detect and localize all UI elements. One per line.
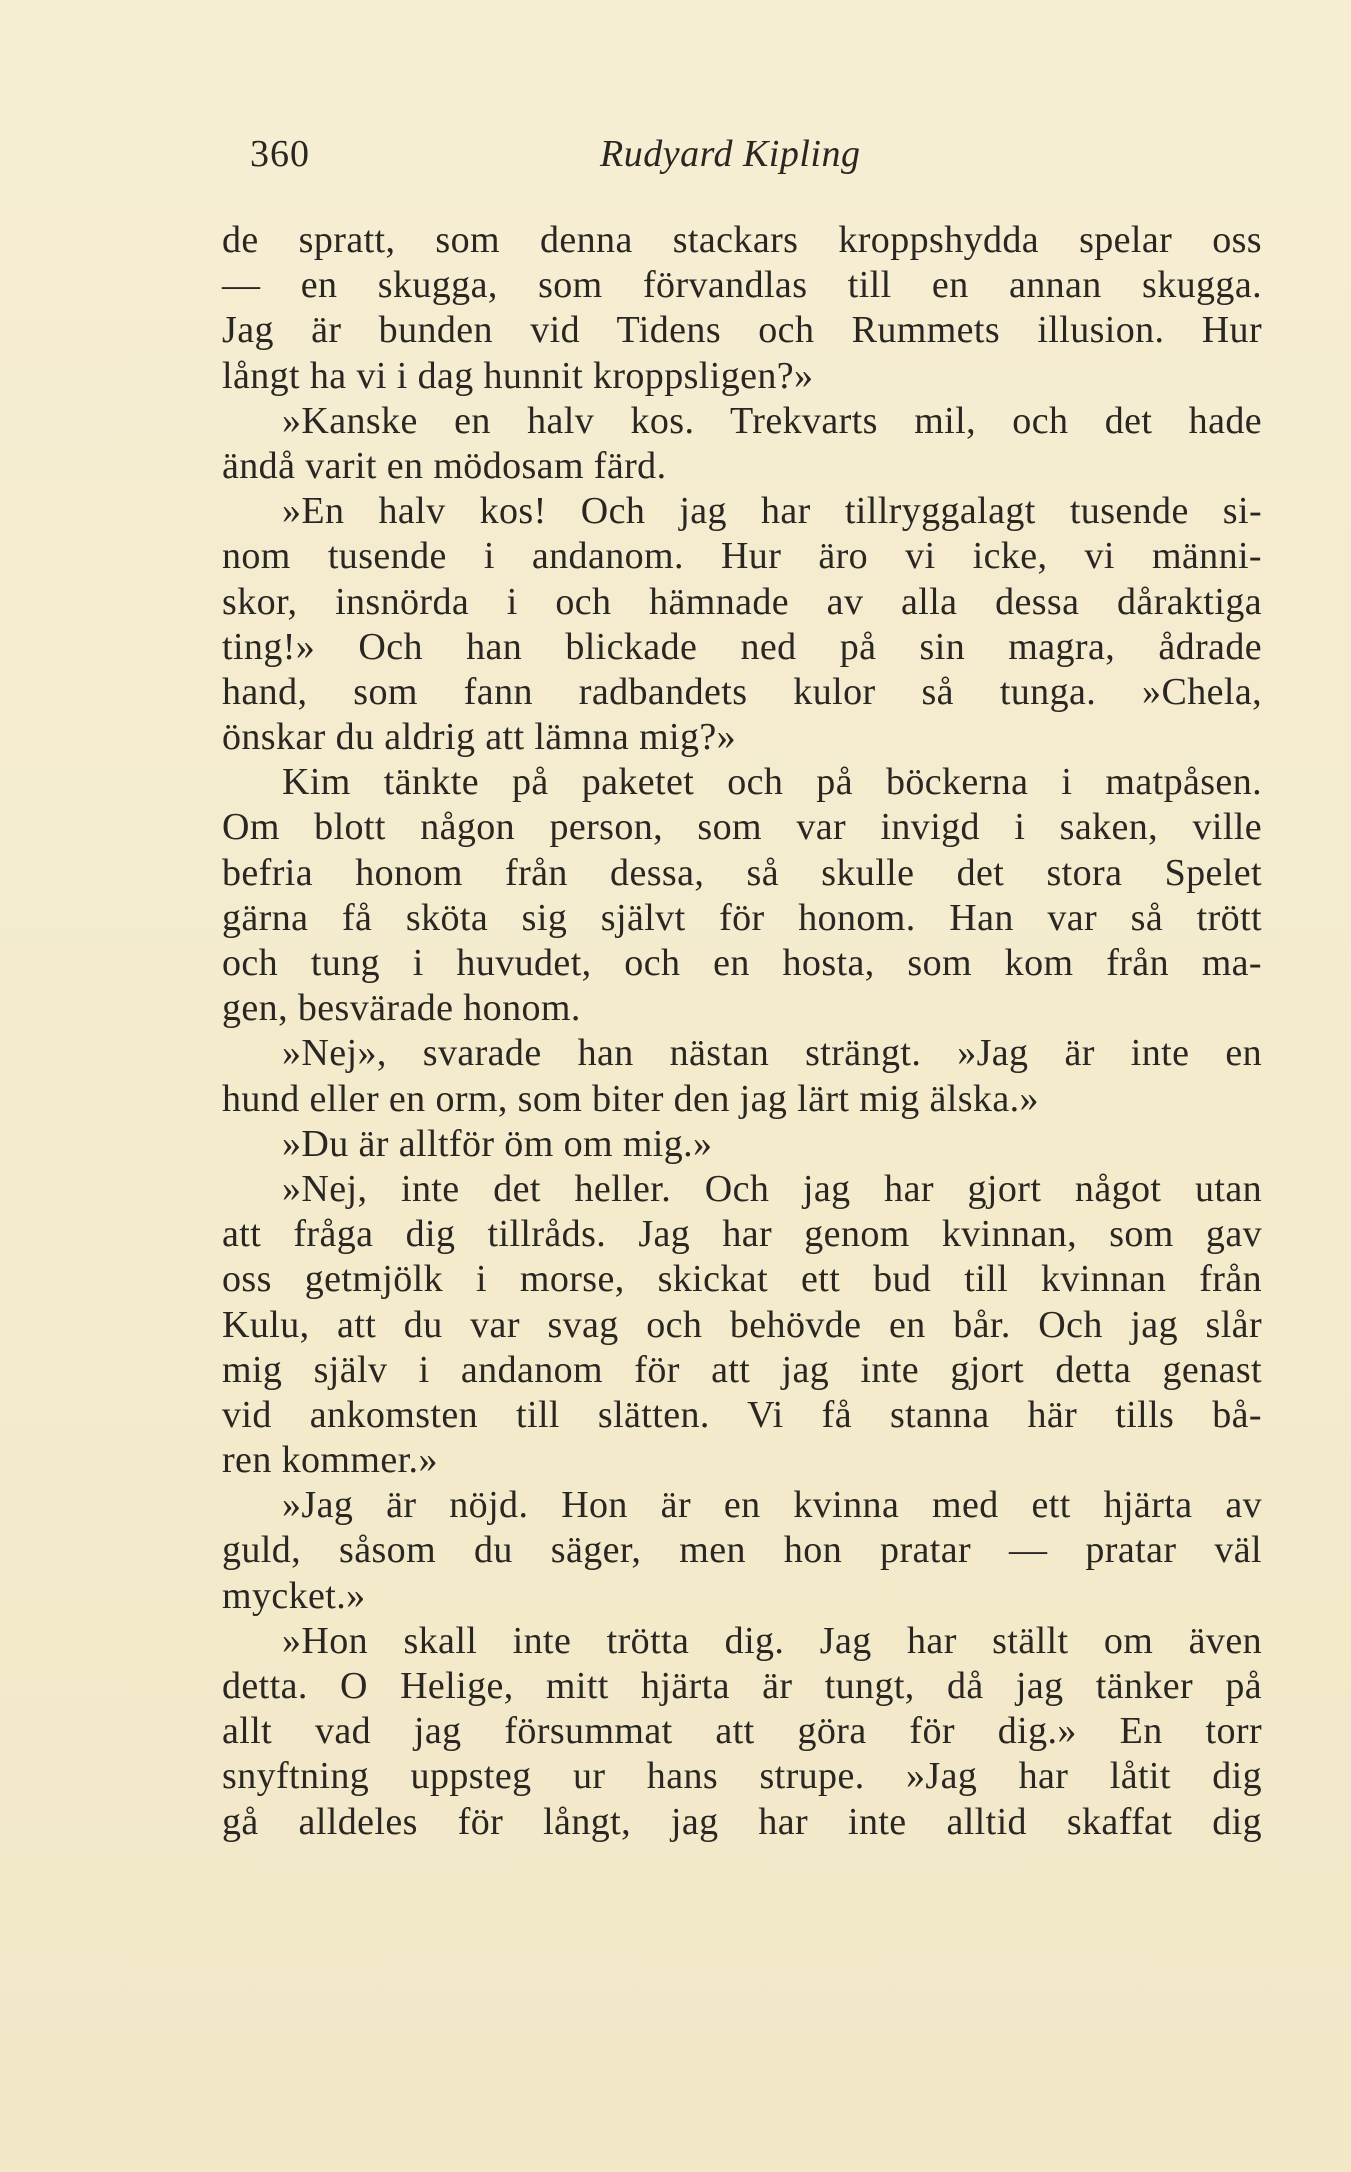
text-line: ting!» Och han blickade ned på sin magra, ådrade: [222, 625, 1262, 668]
text-line: ändå varit en mödosam färd.: [222, 444, 667, 487]
text-line: och tung i huvudet, och en hosta, som kom från ma-: [222, 942, 1262, 984]
text-line: befria honom från dessa, så skulle det stora Spelet: [222, 851, 1262, 894]
text-line: önskar du aldrig att lämna mig?»: [222, 716, 737, 759]
text-line: guld, såsom du säger, men hon pratar — pratar väl: [222, 1529, 1262, 1572]
text-line: nom tusende i andanom. Hur äro vi icke, vi männi-: [222, 535, 1262, 578]
text-line: Kulu, att du var svag och behövde en bår. Och jag slår: [222, 1303, 1262, 1346]
text-line: allt vad jag försummat att göra för dig.» En torr: [222, 1710, 1262, 1753]
text-line: — en skugga, som förvandlas till en annan skugga.: [222, 264, 1262, 307]
text-line: långt ha vi i dag hunnit kroppsligen?»: [222, 354, 814, 397]
text-line: gå alldeles för långt, jag har inte alltid skaffat dig: [222, 1800, 1262, 1843]
text-line: »En halv kos! Och jag har tillryggalagt tusende si-: [282, 490, 1262, 533]
text-line: oss getmjölk i morse, skickat ett bud till kvinnan från: [222, 1258, 1262, 1301]
text-line: skor, insnörda i och hämnade av alla dessa dåraktiga: [222, 580, 1262, 623]
text-line: vid ankomsten till slätten. Vi få stanna här tills bå-: [222, 1393, 1262, 1436]
page-number: 360: [250, 133, 310, 175]
text-line: snyftning uppsteg ur hans strupe. »Jag har låtit dig: [222, 1755, 1262, 1798]
text-line: »Nej, inte det heller. Och jag har gjort något utan: [282, 1167, 1262, 1210]
text-line: mycket.»: [222, 1574, 366, 1617]
text-line: »Jag är nöjd. Hon är en kvinna med ett hjärta av: [282, 1484, 1262, 1527]
text-line: hund eller en orm, som biter den jag lärt mig älska.»: [222, 1077, 1039, 1120]
text-line: »Hon skall inte trötta dig. Jag har ställt om även: [282, 1619, 1262, 1662]
text-line: ren kommer.»: [222, 1439, 438, 1482]
text-line: »Nej», svarade han nästan strängt. »Jag är inte en: [282, 1032, 1262, 1075]
text-line: Kim tänkte på paketet och på böckerna i matpåsen.: [282, 761, 1262, 804]
text-line: de spratt, som denna stackars kroppshydda spelar oss: [222, 219, 1262, 261]
text-line: detta. O Helige, mitt hjärta är tungt, då jag tänker på: [222, 1665, 1262, 1707]
text-line: »Kanske en halv kos. Trekvarts mil, och det hade: [282, 399, 1262, 442]
text-line: gärna få sköta sig självt för honom. Han var så trött: [222, 896, 1262, 939]
running-head: Rudyard Kipling: [600, 133, 861, 175]
text-line: gen, besvärade honom.: [222, 987, 581, 1030]
text-line: Om blott någon person, som var invigd i saken, ville: [222, 806, 1262, 849]
text-line: hand, som fann radbandets kulor så tunga. »Chela,: [222, 670, 1262, 713]
text-line: Jag är bunden vid Tidens och Rummets illusion. Hur: [222, 309, 1262, 352]
text-line: mig själv i andanom för att jag inte gjort detta genast: [222, 1348, 1262, 1391]
body-text: [222, 218, 1262, 1845]
text-line: att fråga dig tillråds. Jag har genom kvinnan, som gav: [222, 1213, 1262, 1256]
text-line: »Du är alltför öm om mig.»: [282, 1122, 713, 1165]
